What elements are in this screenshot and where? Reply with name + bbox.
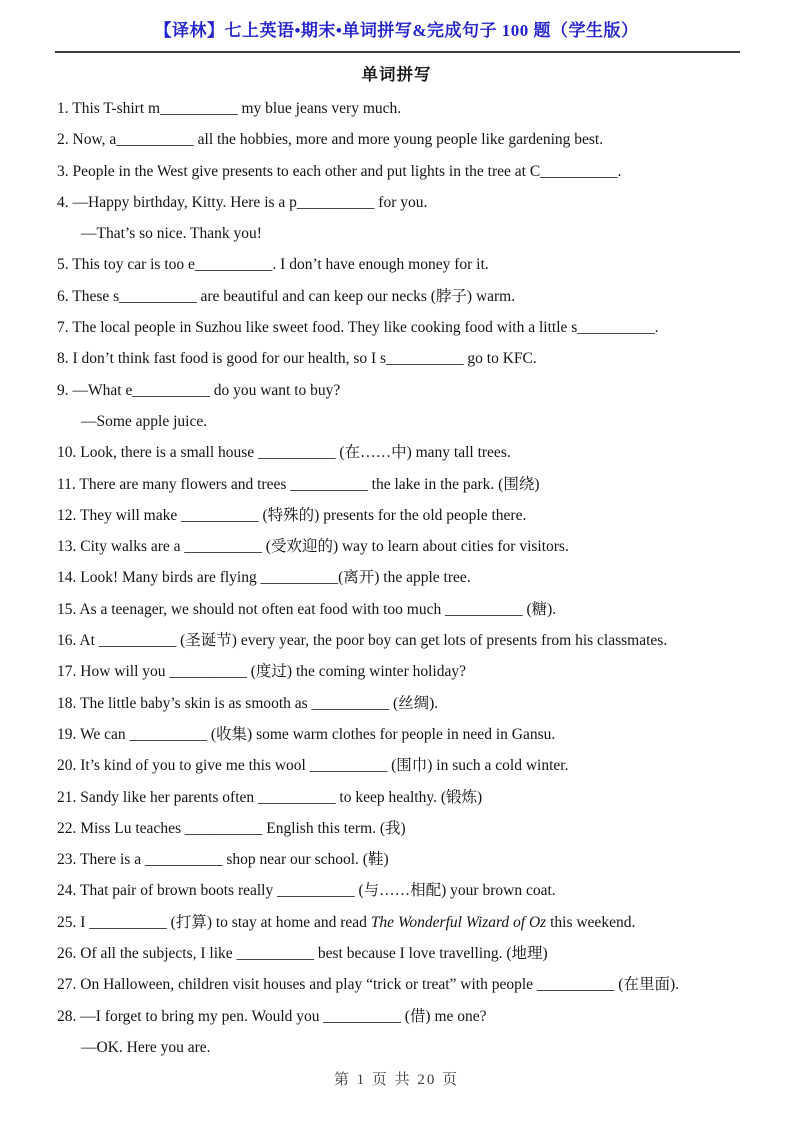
question-14: 14. Look! Many birds are flying __________(离开) the apple tree. [57, 569, 471, 587]
question-20: 20. It’s kind of you to give me this wool __________ (围巾) in such a cold winter. [57, 757, 569, 775]
question-21: 21. Sandy like her parents often __________ to keep healthy. (锻炼) [57, 788, 483, 806]
question-19: 19. We can __________ (收集) some warm clothes for people in need in Gansu. [57, 725, 556, 743]
question-3: 3. People in the West give presents to each other and put lights in the tree at C__________. [57, 162, 622, 180]
section-title: 单词拼写 [361, 65, 432, 84]
question-4-line-2: —That’s so nice. Thank you! [81, 225, 262, 243]
book-title-italic: The Wonderful Wizard of Oz [370, 913, 547, 931]
question-1: 1. This T-shirt m__________ my blue jeans very much. [57, 100, 402, 117]
question-7: 7. The local people in Suzhou like sweet food. They like cooking food with a little s__________. [57, 319, 659, 337]
question-28-line-2: —OK. Here you are. [81, 1038, 211, 1056]
header-divider [55, 51, 740, 53]
question-5: 5. This toy car is too e__________. I don’t have enough money for it. [57, 256, 489, 274]
question-6: 6. These s__________ are beautiful and can keep our necks (脖子) warm. [57, 287, 516, 305]
question-17: 17. How will you __________ (度过) the coming winter holiday? [57, 663, 466, 681]
question-18: 18. The little baby’s skin is as smooth as __________ (丝绸). [57, 694, 439, 712]
question-list [57, 93, 773, 1063]
question-22: 22. Miss Lu teaches __________ English this term. (我) [57, 819, 406, 837]
question-28: 28. —I forget to bring my pen. Would you __________ (借) me one? [57, 1007, 487, 1025]
question-26: 26. Of all the subjects, I like __________ best because I love travelling. (地理) [57, 945, 548, 963]
question-text: 25. I __________ (打算) to stay at home and read [57, 913, 371, 931]
question-4: 4. —Happy birthday, Kitty. Here is a p__________ for you. [57, 193, 428, 211]
page-number: 第 1 页 共 20 页 [333, 1072, 460, 1088]
question-2: 2. Now, a__________ all the hobbies, more and more young people like gardening best. [57, 131, 604, 149]
question-13: 13. City walks are a __________ (受欢迎的) way to learn about cities for visitors. [57, 538, 569, 556]
question-text: this weekend. [546, 913, 636, 931]
question-25 [57, 907, 773, 938]
question-16: 16. At __________ (圣诞节) every year, the poor boy can get lots of presents from his classmates. [57, 632, 668, 650]
question-8: 8. I don’t think fast food is good for our health, so I s__________ go to KFC. [57, 350, 537, 368]
question-10: 10. Look, there is a small house __________ (在……中) many tall trees. [57, 444, 511, 462]
question-27: 27. On Halloween, children visit houses and play “trick or treat” with people __________ (在里面). [57, 976, 680, 994]
question-24: 24. That pair of brown boots really __________ (与……相配) your brown coat. [57, 882, 556, 900]
question-15: 15. As a teenager, we should not often eat food with too much __________ (糖). [57, 600, 557, 618]
question-9: 9. —What e__________ do you want to buy? [57, 381, 341, 399]
page-title: 【译林】七上英语•期末•单词拼写&完成句子 100 题（学生版） [154, 21, 639, 40]
question-23: 23. There is a __________ shop near our school. (鞋) [57, 851, 389, 869]
question-12: 12. They will make __________ (特殊的) presents for the old people there. [57, 506, 527, 524]
question-11: 11. There are many flowers and trees __________ the lake in the park. (围绕) [57, 475, 540, 493]
question-9-line-2: —Some apple juice. [81, 412, 208, 430]
